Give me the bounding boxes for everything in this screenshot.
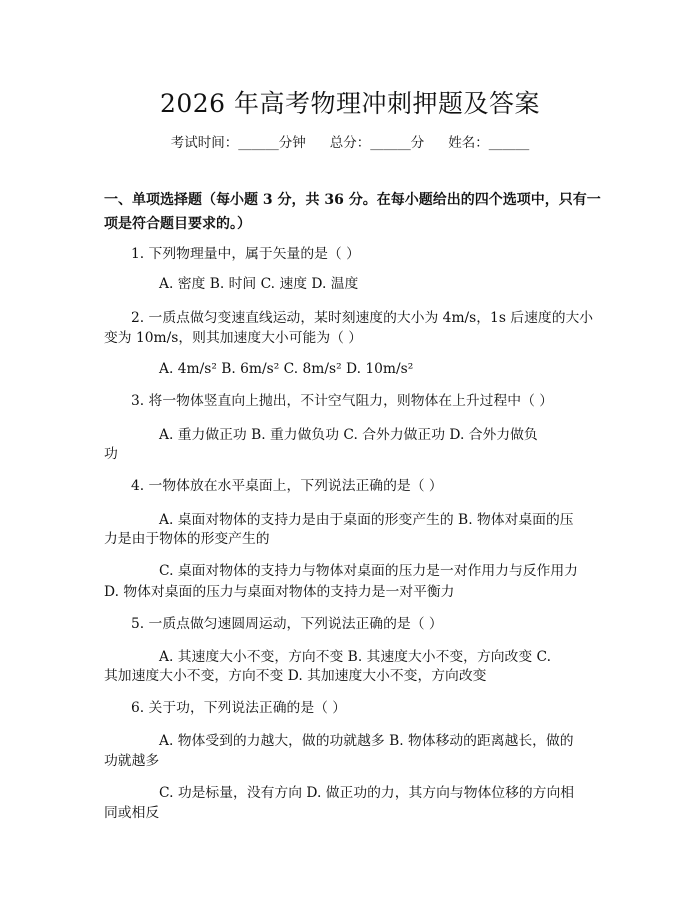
question-6-stem: 6. 关于功，下列说法正确的是（ ） (131, 700, 347, 716)
question-6-options-ab: A. 物体受到的力越大，做的功就越多 B. 物体移动的距离越长，做的 (159, 733, 574, 749)
question-5-options-cont: 其加速度大小不变，方向不变 D. 其加速度大小不变，方向改变 (104, 668, 487, 684)
question-2-options: A. 4m/s² B. 6m/s² C. 8m/s² D. 10m/s² (159, 361, 414, 377)
question-1-options: A. 密度 B. 时间 C. 速度 D. 温度 (159, 276, 359, 292)
question-4-option-d: D. 物体对桌面的压力与桌面对物体的支持力是一对平衡力 (104, 584, 455, 600)
question-2-stem-cont: 变为 10m/s，则其加速度大小可能为（ ） (104, 330, 363, 346)
question-1-stem: 1. 下列物理量中，属于矢量的是（ ） (131, 246, 360, 262)
question-6-options-ab-cont: 功就越多 (104, 753, 160, 769)
question-3-stem: 3. 将一物体竖直向上抛出，不计空气阻力，则物体在上升过程中（ ） (131, 393, 554, 409)
question-5-options: A. 其速度大小不变，方向不变 B. 其速度大小不变，方向改变 C. (159, 649, 551, 665)
student-name-field: 姓名：______ (448, 135, 530, 151)
question-4-stem: 4. 一物体放在水平桌面上，下列说法正确的是（ ） (131, 478, 443, 494)
question-5-stem: 5. 一质点做匀速圆周运动，下列说法正确的是（ ） (131, 616, 443, 632)
question-6-options-cd-cont: 同或相反 (104, 805, 160, 821)
question-4-options-ab-cont: 力是由于物体的形变产生的 (104, 531, 270, 547)
exam-meta (0, 131, 700, 151)
question-4-options-ab: A. 桌面对物体的支持力是由于桌面的形变产生的 B. 物体对桌面的压 (159, 512, 574, 528)
question-3-options: A. 重力做正功 B. 重力做负功 C. 合外力做正功 D. 合外力做负 (159, 427, 538, 443)
question-3-options-cont: 功 (104, 446, 118, 462)
exam-time-field: 考试时间：______分钟 (170, 135, 306, 151)
total-score-field: 总分：______分 (329, 135, 425, 151)
question-4-option-c: C. 桌面对物体的支持力与物体对桌面的压力是一对作用力与反作用力 (159, 563, 578, 579)
question-2-stem: 2. 一质点做匀变速直线运动，某时刻速度的大小为 4m/s，1s 后速度的大小 (131, 310, 594, 326)
section-heading: 一、单项选择题（每小题 3 分，共 36 分。在每小题给出的四个选项中，只有一项是符合题目要求的。） (104, 192, 601, 232)
page-title: 2026 年高考物理冲刺押题及答案 (159, 89, 541, 118)
question-6-options-cd: C. 功是标量，没有方向 D. 做正功的力，其方向与物体位移的方向相 (159, 785, 575, 801)
